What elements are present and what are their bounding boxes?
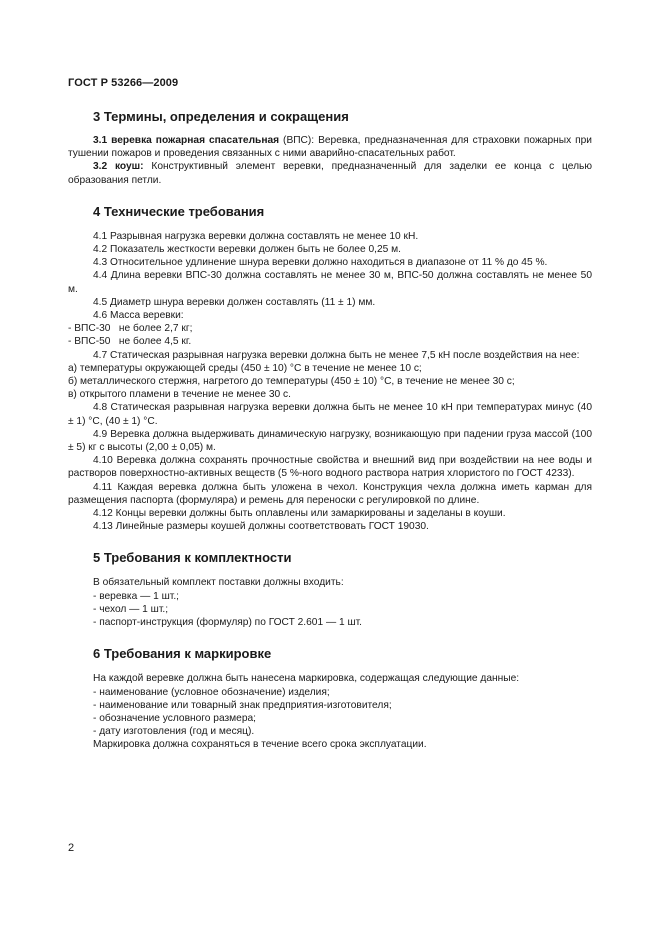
paragraph: 4.4 Длина веревки ВПС-30 должна составлять не менее 30 м, ВПС-50 должна составлять не менее 50 м. bbox=[68, 270, 592, 295]
paragraph: 4.13 Линейные размеры коушей должны соответствовать ГОСТ 19030. bbox=[93, 521, 429, 533]
section-title: 6 Требования к маркировке bbox=[93, 646, 272, 662]
list-item: - обозначение условного размера; bbox=[93, 712, 257, 724]
section-5 bbox=[68, 550, 592, 629]
section-6 bbox=[68, 646, 592, 751]
paragraph: 4.3 Относительное удлинение шнура веревки должно находиться в диапазоне от 11 % до 45 %. bbox=[93, 257, 548, 269]
section-title: 3 Термины, определения и сокращения bbox=[93, 109, 349, 124]
paragraph: На каждой веревке должна быть нанесена маркировка, содержащая следующие данные: bbox=[93, 673, 520, 685]
list-item: - наименование (условное обозначение) изделия; bbox=[93, 686, 330, 698]
list-item: - паспорт-инструкция (формуляр) по ГОСТ 2.601 — 1 шт. bbox=[93, 617, 363, 629]
list-item: а) температуры окружающей среды (450 ± 10) °С в течение не менее 10 с; bbox=[68, 362, 422, 374]
paragraph: 4.2 Показатель жесткости веревки должен быть не более 0,25 м. bbox=[93, 244, 401, 256]
list-item: - ВПС-50 не более 4,5 кг. bbox=[68, 336, 192, 348]
paragraph: 4.7 Статическая разрывная нагрузка веревки должна быть не менее 7,5 кН после воздействия на нее: bbox=[93, 349, 580, 361]
section-4 bbox=[68, 204, 592, 534]
section-5-list bbox=[68, 576, 592, 629]
paragraph: 4.11 Каждая веревка должна быть уложена в чехол. Конструкция чехла должна иметь карман для размещения паспорта (формуляра) и ремень для переноски с регулировкой по длине. bbox=[68, 481, 592, 506]
section-title: 5 Требования к комплектности bbox=[93, 550, 292, 566]
term-definition: Конструктивный элемент веревки, предназначенный для заделки ее конца с целью образования петли. bbox=[68, 161, 592, 186]
list-item: - чехол — 1 шт.; bbox=[93, 603, 169, 615]
paragraph: 4.9 Веревка должна выдерживать динамическую нагрузку, возникающую при падении груза массой (100 ± 5) кг с высоты (2,00 ± 0,05) м. bbox=[68, 428, 592, 454]
list-item: - наименование или товарный знак предприятия-изготовителя; bbox=[93, 699, 392, 711]
list-item: б) металлического стержня, нагретого до температуры (450 ± 10) °С, в течение не менее 30 с; bbox=[68, 376, 515, 388]
paragraph: 4.12 Концы веревки должны быть оплавлены или замаркированы и заделаны в коуши. bbox=[93, 508, 506, 520]
document-header: ГОСТ Р 53266—2009 bbox=[68, 77, 179, 89]
paragraph: 4.8 Статическая разрывная нагрузка веревки должна быть не менее 10 кН при температурах минус (40 ± 1) °С, (40 ± 1) °С. bbox=[68, 402, 592, 427]
term-definition: (ВПС): Веревка, предназначенная для страховки пожарных при тушении пожаров и проведения связанных с ними аварийно-спасательных работ. bbox=[68, 135, 592, 160]
section-3 bbox=[68, 109, 592, 187]
document-body bbox=[68, 109, 592, 768]
list-item: - веревка — 1 шт.; bbox=[93, 590, 179, 602]
paragraph: 4.6 Масса веревки: bbox=[93, 310, 184, 322]
list-item: в) открытого пламени в течение не менее 30 с. bbox=[68, 389, 291, 401]
list-item: - дату изготовления (год и месяц). bbox=[93, 726, 255, 738]
paragraph: 4.10 Веревка должна сохранять прочностные свойства и внешний вид при воздействии на нее воды и растворов поверхностно-активных веществ (5 %-ного водного раствора натрия хлористого по ГОСТ 4233). bbox=[68, 455, 592, 480]
page-number: 2 bbox=[68, 842, 75, 854]
paragraph bbox=[68, 160, 592, 186]
section-6-list bbox=[68, 672, 592, 751]
paragraph bbox=[68, 134, 592, 160]
paragraph: 4.5 Диаметр шнура веревки должен составлять (11 ± 1) мм. bbox=[93, 296, 376, 308]
list-item: - ВПС-30 не более 2,7 кг; bbox=[68, 323, 193, 335]
paragraph: В обязательный комплект поставки должны входить: bbox=[93, 577, 344, 589]
paragraph: 4.1 Разрывная нагрузка веревки должна составлять не менее 10 кН. bbox=[93, 230, 419, 242]
paragraph: Маркировка должна сохраняться в течение всего срока эксплуатации. bbox=[93, 739, 427, 751]
term-name: 3.1 веревка пожарная спасательная bbox=[93, 135, 280, 146]
term-name: 3.2 коуш: bbox=[93, 161, 144, 173]
section-title: 4 Технические требования bbox=[93, 203, 265, 219]
